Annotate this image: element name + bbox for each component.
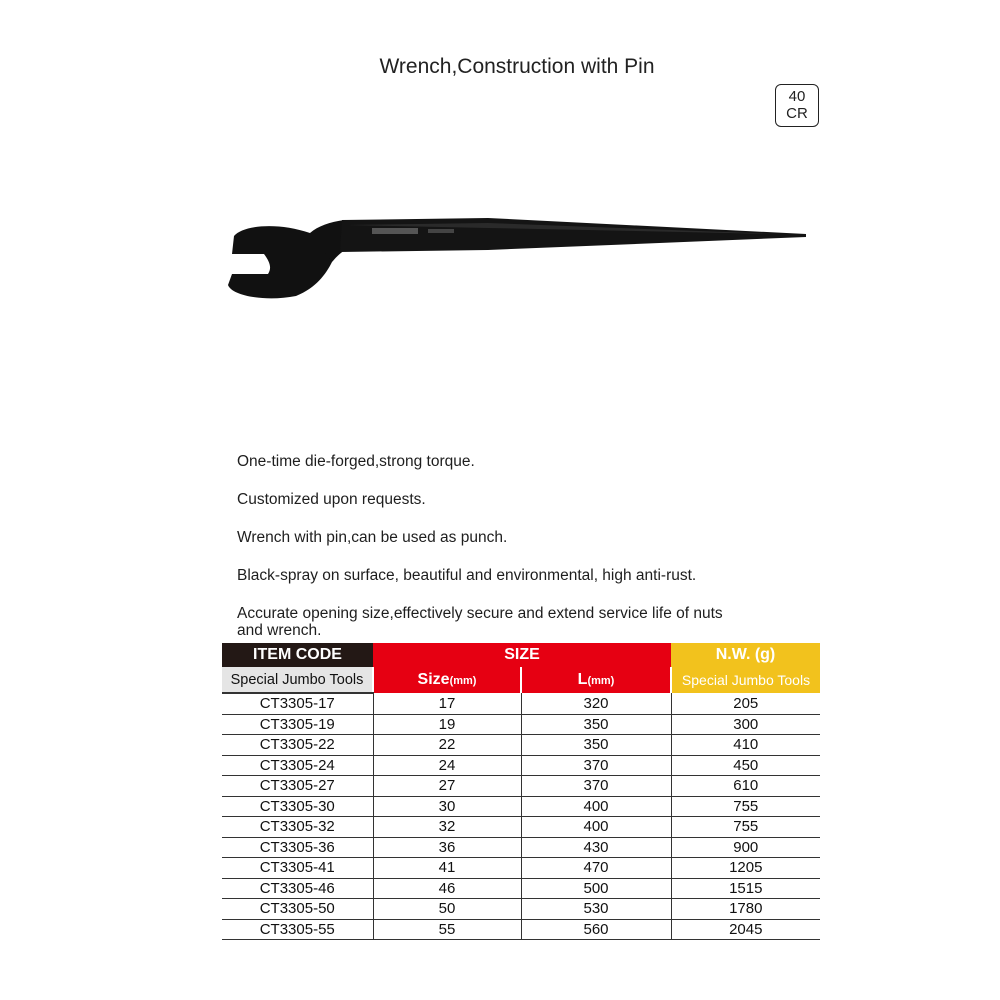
table-row — [222, 714, 820, 735]
table-row — [222, 776, 820, 797]
length-cell: 370 — [521, 776, 671, 797]
size-cell: 24 — [373, 755, 521, 776]
length-cell: 400 — [521, 796, 671, 817]
weight-cell: 1780 — [671, 899, 820, 920]
badge-material: CR — [786, 105, 808, 122]
weight-cell: 1205 — [671, 858, 820, 879]
length-cell: 370 — [521, 755, 671, 776]
size-cell: 27 — [373, 776, 521, 797]
size-subheader — [373, 667, 521, 693]
table-row — [222, 735, 820, 756]
item-code-cell: CT3305-50 — [222, 899, 373, 920]
spec-table — [222, 643, 820, 940]
weight-cell: 755 — [671, 796, 820, 817]
table-subheader-row — [222, 667, 820, 693]
weight-cell: 205 — [671, 693, 820, 714]
item-code-cell: CT3305-17 — [222, 693, 373, 714]
length-cell: 430 — [521, 837, 671, 858]
length-cell: 350 — [521, 714, 671, 735]
size-cell: 36 — [373, 837, 521, 858]
size-cell: 50 — [373, 899, 521, 920]
table-row — [222, 837, 820, 858]
length-cell: 320 — [521, 693, 671, 714]
table-row — [222, 693, 820, 714]
size-cell: 41 — [373, 858, 521, 879]
length-cell: 500 — [521, 878, 671, 899]
weight-cell: 900 — [671, 837, 820, 858]
feature-item: Accurate opening size,effectively secure and extend service life of nuts — [237, 605, 723, 622]
table-header-row — [222, 643, 820, 667]
feature-list — [237, 452, 817, 639]
length-subheader — [521, 667, 671, 693]
table-row — [222, 878, 820, 899]
size-cell: 55 — [373, 919, 521, 940]
table-row — [222, 796, 820, 817]
code-subheader: Special Jumbo Tools — [222, 667, 373, 693]
weight-cell: 2045 — [671, 919, 820, 940]
weight-cell: 450 — [671, 755, 820, 776]
table-row — [222, 919, 820, 940]
table-row — [222, 858, 820, 879]
item-code-cell: CT3305-32 — [222, 817, 373, 838]
length-cell: 470 — [521, 858, 671, 879]
weight-cell: 410 — [671, 735, 820, 756]
feature-item-continued: and wrench. — [237, 622, 322, 639]
size-cell: 30 — [373, 796, 521, 817]
size-cell: 46 — [373, 878, 521, 899]
size-unit: (mm) — [449, 675, 477, 687]
product-image — [218, 170, 818, 390]
length-unit: (mm) — [587, 675, 615, 687]
weight-cell: 300 — [671, 714, 820, 735]
material-badge — [775, 84, 819, 127]
size-cell: 17 — [373, 693, 521, 714]
table-row — [222, 755, 820, 776]
length-label: L — [577, 671, 588, 688]
weight-cell: 1515 — [671, 878, 820, 899]
length-cell: 530 — [521, 899, 671, 920]
weight-cell: 610 — [671, 776, 820, 797]
length-cell: 350 — [521, 735, 671, 756]
item-code-header: ITEM CODE — [222, 643, 373, 667]
item-code-cell: CT3305-24 — [222, 755, 373, 776]
size-cell: 32 — [373, 817, 521, 838]
item-code-cell: CT3305-46 — [222, 878, 373, 899]
wrench-icon — [228, 218, 806, 298]
net-weight-header: N.W. (g) — [671, 643, 820, 667]
size-label: Size — [417, 671, 450, 688]
nw-subheader: Special Jumbo Tools — [671, 667, 820, 693]
feature-item: Black-spray on surface, beautiful and environmental, high anti-rust. — [237, 567, 697, 584]
feature-item: One-time die-forged,strong torque. — [237, 453, 475, 470]
size-cell: 22 — [373, 735, 521, 756]
feature-item: Customized upon requests. — [237, 491, 426, 508]
feature-item: Wrench with pin,can be used as punch. — [237, 529, 508, 546]
item-code-cell: CT3305-41 — [222, 858, 373, 879]
item-code-cell: CT3305-30 — [222, 796, 373, 817]
table-row — [222, 817, 820, 838]
badge-number: 40 — [788, 88, 806, 105]
item-code-cell: CT3305-27 — [222, 776, 373, 797]
item-code-cell: CT3305-22 — [222, 735, 373, 756]
length-cell: 400 — [521, 817, 671, 838]
size-header: SIZE — [373, 643, 671, 667]
length-cell: 560 — [521, 919, 671, 940]
table-row — [222, 899, 820, 920]
item-code-cell: CT3305-36 — [222, 837, 373, 858]
item-code-cell: CT3305-19 — [222, 714, 373, 735]
item-code-cell: CT3305-55 — [222, 919, 373, 940]
size-cell: 19 — [373, 714, 521, 735]
weight-cell: 755 — [671, 817, 820, 838]
page-title: Wrench,Construction with Pin — [379, 55, 655, 78]
